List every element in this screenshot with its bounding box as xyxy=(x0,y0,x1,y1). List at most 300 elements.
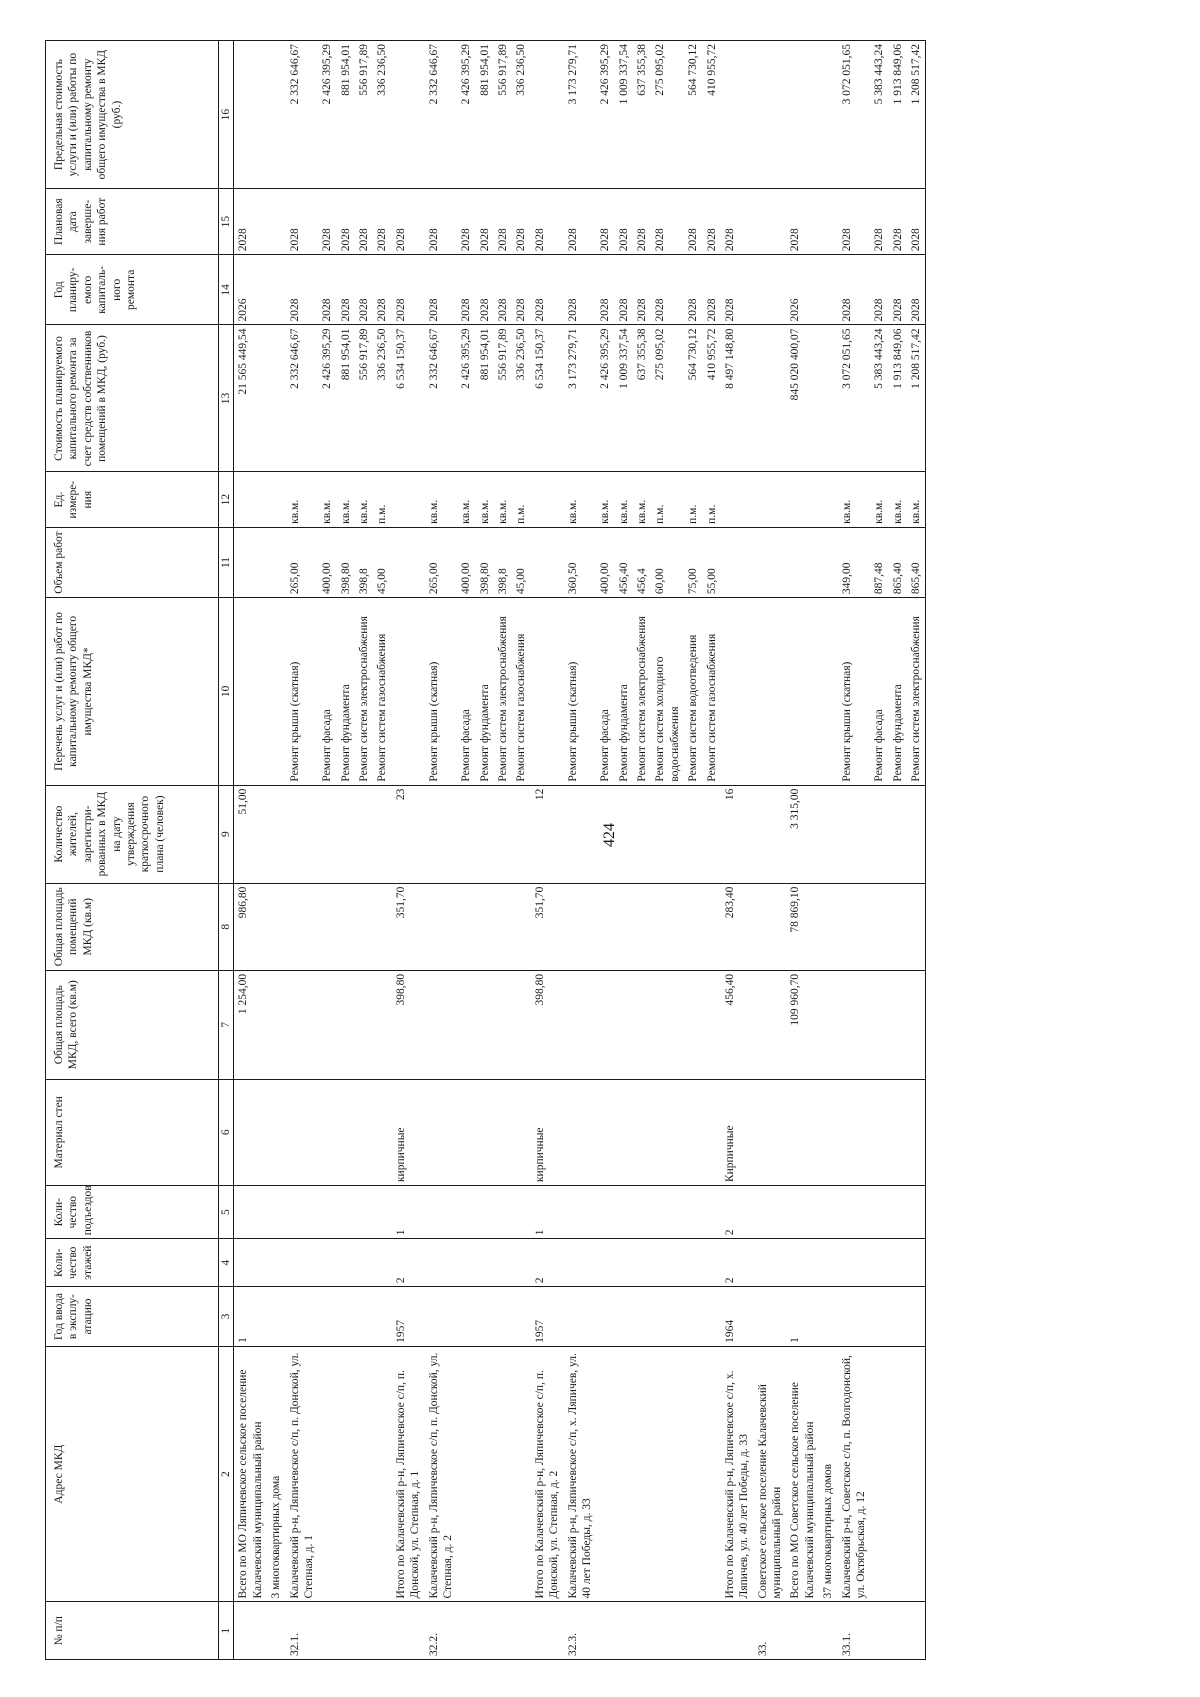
repair-year-cell: 2028 xyxy=(512,255,530,325)
repair-year-cell xyxy=(754,255,787,325)
column-number: 15 xyxy=(219,189,234,255)
floors-cell: 2 xyxy=(721,1239,754,1287)
total-area-cell: 398,80 xyxy=(531,970,564,1079)
premises-area-cell: 351,70 xyxy=(531,883,564,970)
completion-date-cell: 2028 xyxy=(615,189,633,255)
floors-cell xyxy=(754,1239,787,1287)
volume-cell: 400,00 xyxy=(318,527,336,597)
max-cost-cell: 5 383 443,24 xyxy=(870,41,888,189)
table-row xyxy=(267,41,285,1660)
year-cell xyxy=(425,1287,458,1347)
repair-year-cell: 2028 xyxy=(564,255,597,325)
max-cost-cell: 275 095,02 xyxy=(651,41,684,189)
table-row xyxy=(838,41,871,1660)
address-cell xyxy=(318,1346,336,1602)
unit-cell xyxy=(786,472,819,527)
unit-cell xyxy=(531,472,564,527)
table-row xyxy=(889,41,907,1660)
entrances-cell xyxy=(838,1186,871,1239)
max-cost-cell: 3 072 051,65 xyxy=(838,41,871,189)
column-number: 4 xyxy=(219,1239,234,1287)
volume-cell: 398,8 xyxy=(494,527,512,597)
volume-cell: 398,8 xyxy=(355,527,373,597)
entrances-cell xyxy=(870,1186,888,1239)
completion-date-cell: 2028 xyxy=(355,189,373,255)
entrances-cell xyxy=(476,1186,494,1239)
residents-cell xyxy=(425,785,458,883)
total-area-cell: 1 254,00 xyxy=(234,970,267,1079)
cost-cell: 1 009 337,54 xyxy=(615,325,633,472)
residents-cell xyxy=(476,785,494,883)
premises-area-cell xyxy=(633,883,651,970)
cost-cell: 881 954,01 xyxy=(337,325,355,472)
header-floors: Коли-чество этажей xyxy=(46,1239,219,1287)
residents-cell xyxy=(337,785,355,883)
completion-date-cell: 2028 xyxy=(337,189,355,255)
total-area-cell xyxy=(596,970,614,1079)
premises-area-cell: 78 869,10 xyxy=(786,883,819,970)
volume-cell xyxy=(819,527,837,597)
unit-cell xyxy=(267,472,285,527)
cost-cell: 556 917,89 xyxy=(494,325,512,472)
year-cell xyxy=(267,1287,285,1347)
row-number-cell xyxy=(337,1602,355,1660)
total-area-cell xyxy=(318,970,336,1079)
total-area-cell xyxy=(476,970,494,1079)
address-cell: 37 многоквартирных домов xyxy=(819,1346,837,1602)
year-cell xyxy=(337,1287,355,1347)
table-row xyxy=(819,41,837,1660)
table-row xyxy=(564,41,597,1660)
residents-cell xyxy=(564,785,597,883)
address-cell xyxy=(476,1346,494,1602)
header-address: Адрес МКД xyxy=(46,1346,219,1602)
address-cell xyxy=(337,1346,355,1602)
entrances-cell xyxy=(234,1186,267,1239)
total-area-cell xyxy=(703,970,721,1079)
wall-material-cell xyxy=(564,1079,597,1186)
year-cell xyxy=(476,1287,494,1347)
floors-cell xyxy=(819,1239,837,1287)
wall-material-cell xyxy=(476,1079,494,1186)
address-cell: Калачевский р-н, Ляпичевское с/п, п. Донской, ул. Степная, д. 2 xyxy=(425,1346,458,1602)
residents-cell xyxy=(615,785,633,883)
unit-cell: кв.м. xyxy=(633,472,651,527)
residents-cell xyxy=(267,785,285,883)
completion-date-cell: 2028 xyxy=(596,189,614,255)
address-cell xyxy=(494,1346,512,1602)
repair-year-cell: 2028 xyxy=(318,255,336,325)
completion-date-cell: 2028 xyxy=(457,189,475,255)
cost-cell: 845 020 400,07 xyxy=(786,325,819,472)
year-cell xyxy=(596,1287,614,1347)
table-row xyxy=(318,41,336,1660)
cost-cell: 2 426 395,29 xyxy=(318,325,336,472)
premises-area-cell xyxy=(373,883,391,970)
premises-area-cell xyxy=(889,883,907,970)
work-type-cell xyxy=(392,598,425,785)
floors-cell: 2 xyxy=(531,1239,564,1287)
floors-cell xyxy=(337,1239,355,1287)
completion-date-cell: 2028 xyxy=(531,189,564,255)
year-cell: 1964 xyxy=(721,1287,754,1347)
premises-area-cell xyxy=(615,883,633,970)
floors-cell xyxy=(684,1239,702,1287)
max-cost-cell: 336 236,50 xyxy=(373,41,391,189)
repair-year-cell: 2028 xyxy=(889,255,907,325)
capital-repair-table xyxy=(45,40,926,1660)
volume-cell: 865,40 xyxy=(907,527,926,597)
premises-area-cell xyxy=(286,883,319,970)
entrances-cell xyxy=(355,1186,373,1239)
cost-cell: 410 955,72 xyxy=(703,325,721,472)
unit-cell xyxy=(819,472,837,527)
year-cell xyxy=(286,1287,319,1347)
row-number-cell xyxy=(476,1602,494,1660)
entrances-cell: 1 xyxy=(531,1186,564,1239)
repair-year-cell: 2028 xyxy=(531,255,564,325)
rotated-table-sheet xyxy=(45,40,1185,1660)
floors-cell xyxy=(651,1239,684,1287)
unit-cell xyxy=(392,472,425,527)
wall-material-cell: кирпичные xyxy=(531,1079,564,1186)
residents-cell: 3 315,00 xyxy=(786,785,819,883)
year-cell xyxy=(907,1287,926,1347)
volume-cell: 398,80 xyxy=(337,527,355,597)
header-wall-material: Материал стен xyxy=(46,1079,219,1186)
cost-cell: 637 355,38 xyxy=(633,325,651,472)
wall-material-cell xyxy=(512,1079,530,1186)
residents-cell: 23 xyxy=(392,785,425,883)
repair-year-cell: 2028 xyxy=(373,255,391,325)
residents-cell xyxy=(870,785,888,883)
unit-cell: п.м. xyxy=(373,472,391,527)
row-number-cell xyxy=(721,1602,754,1660)
floors-cell xyxy=(476,1239,494,1287)
entrances-cell xyxy=(425,1186,458,1239)
unit-cell: п.м. xyxy=(703,472,721,527)
wall-material-cell: кирпичные xyxy=(392,1079,425,1186)
floors-cell xyxy=(286,1239,319,1287)
premises-area-cell xyxy=(457,883,475,970)
wall-material-cell xyxy=(494,1079,512,1186)
cost-cell: 8 497 148,80 xyxy=(721,325,754,472)
unit-cell: кв.м. xyxy=(907,472,926,527)
floors-cell xyxy=(512,1239,530,1287)
address-cell xyxy=(684,1346,702,1602)
repair-year-cell: 2028 xyxy=(457,255,475,325)
max-cost-cell xyxy=(786,41,819,189)
total-area-cell xyxy=(337,970,355,1079)
residents-cell xyxy=(373,785,391,883)
entrances-cell xyxy=(889,1186,907,1239)
header-premises-area: Общая площадь помещений МКД (кв.м) xyxy=(46,883,219,970)
row-number-cell xyxy=(318,1602,336,1660)
table-row xyxy=(234,41,267,1660)
max-cost-cell: 3 173 279,71 xyxy=(564,41,597,189)
year-cell xyxy=(373,1287,391,1347)
address-cell: Калачевский р-н, Ляпичевское с/п, п. Донской, ул. Степная, д. 1 xyxy=(286,1346,319,1602)
year-cell xyxy=(703,1287,721,1347)
wall-material-cell xyxy=(651,1079,684,1186)
table-row xyxy=(425,41,458,1660)
wall-material-cell xyxy=(819,1079,837,1186)
wall-material-cell xyxy=(318,1079,336,1186)
row-number-cell xyxy=(703,1602,721,1660)
max-cost-cell xyxy=(754,41,787,189)
work-type-cell: Ремонт фасада xyxy=(596,598,614,785)
total-area-cell xyxy=(870,970,888,1079)
header-completion-date: Плановая дата заверше-ния работ xyxy=(46,189,219,255)
cost-cell: 336 236,50 xyxy=(512,325,530,472)
unit-cell: кв.м. xyxy=(337,472,355,527)
premises-area-cell xyxy=(267,883,285,970)
column-number: 8 xyxy=(219,883,234,970)
table-row xyxy=(373,41,391,1660)
row-number-cell xyxy=(889,1602,907,1660)
completion-date-cell: 2028 xyxy=(494,189,512,255)
premises-area-cell xyxy=(596,883,614,970)
repair-year-cell: 2028 xyxy=(684,255,702,325)
address-cell xyxy=(703,1346,721,1602)
entrances-cell xyxy=(754,1186,787,1239)
table-row xyxy=(476,41,494,1660)
max-cost-cell xyxy=(267,41,285,189)
entrances-cell: 2 xyxy=(721,1186,754,1239)
residents-cell xyxy=(494,785,512,883)
table-row xyxy=(494,41,512,1660)
year-cell xyxy=(819,1287,837,1347)
address-cell xyxy=(615,1346,633,1602)
cost-cell xyxy=(819,325,837,472)
work-type-cell: Ремонт систем газоснабжения xyxy=(703,598,721,785)
cost-cell: 1 208 517,42 xyxy=(907,325,926,472)
total-area-cell xyxy=(889,970,907,1079)
work-type-cell: Ремонт крыши (скатная) xyxy=(564,598,597,785)
premises-area-cell xyxy=(425,883,458,970)
year-cell: 1957 xyxy=(531,1287,564,1347)
address-cell xyxy=(907,1346,926,1602)
volume-cell xyxy=(267,527,285,597)
total-area-cell xyxy=(754,970,787,1079)
year-cell xyxy=(564,1287,597,1347)
residents-cell xyxy=(512,785,530,883)
volume-cell xyxy=(234,527,267,597)
header-entrances: Коли-чество подъездов xyxy=(46,1186,219,1239)
completion-date-cell xyxy=(267,189,285,255)
column-number: 12 xyxy=(219,472,234,527)
volume-cell: 60,00 xyxy=(651,527,684,597)
table-row xyxy=(355,41,373,1660)
cost-cell: 2 426 395,29 xyxy=(457,325,475,472)
cost-cell: 336 236,50 xyxy=(373,325,391,472)
repair-year-cell: 2028 xyxy=(596,255,614,325)
unit-cell: кв.м. xyxy=(494,472,512,527)
row-number-cell xyxy=(392,1602,425,1660)
volume-cell xyxy=(392,527,425,597)
entrances-cell xyxy=(633,1186,651,1239)
address-cell: Калачевский р-н, Ляпичевское с/п, х. Ляпичев, ул. 40 лет Победы, д. 33 xyxy=(564,1346,597,1602)
completion-date-cell: 2028 xyxy=(476,189,494,255)
unit-cell: кв.м. xyxy=(870,472,888,527)
max-cost-cell: 2 426 395,29 xyxy=(457,41,475,189)
column-number-row xyxy=(219,41,234,1660)
address-cell: Итого по Калачевский р-н, Ляпичевское с/п, п. Донской, ул. Степная, д. 1 xyxy=(392,1346,425,1602)
repair-year-cell: 2028 xyxy=(355,255,373,325)
address-cell xyxy=(633,1346,651,1602)
max-cost-cell: 336 236,50 xyxy=(512,41,530,189)
header-row xyxy=(46,41,219,1660)
address-cell: Всего по МО Ляпичевское сельское поселение Калачевский муниципальный район xyxy=(234,1346,267,1602)
residents-cell xyxy=(819,785,837,883)
table-row xyxy=(633,41,651,1660)
total-area-cell xyxy=(819,970,837,1079)
floors-cell xyxy=(633,1239,651,1287)
wall-material-cell xyxy=(684,1079,702,1186)
address-cell: Итого по Калачевский р-н, Ляпичевское с/п, п. Донской, ул. Степная, д. 2 xyxy=(531,1346,564,1602)
row-number-cell: 32.1. xyxy=(286,1602,319,1660)
wall-material-cell xyxy=(870,1079,888,1186)
completion-date-cell: 2028 xyxy=(564,189,597,255)
table-row xyxy=(615,41,633,1660)
table-row xyxy=(721,41,754,1660)
year-cell xyxy=(754,1287,787,1347)
cost-cell xyxy=(754,325,787,472)
volume-cell: 265,00 xyxy=(286,527,319,597)
repair-year-cell: 2026 xyxy=(786,255,819,325)
header-cost: Стоимость планируемого капитального ремонта за счет средств собственников помещений в МКД, (руб.) xyxy=(46,325,219,472)
cost-cell: 556 917,89 xyxy=(355,325,373,472)
address-cell xyxy=(870,1346,888,1602)
residents-cell xyxy=(633,785,651,883)
completion-date-cell: 2028 xyxy=(786,189,819,255)
unit-cell: кв.м. xyxy=(564,472,597,527)
work-type-cell: Ремонт фундамента xyxy=(889,598,907,785)
address-cell xyxy=(373,1346,391,1602)
repair-year-cell: 2026 xyxy=(234,255,267,325)
column-number: 5 xyxy=(219,1186,234,1239)
floors-cell: 2 xyxy=(392,1239,425,1287)
row-number-cell xyxy=(786,1602,819,1660)
wall-material-cell xyxy=(425,1079,458,1186)
table-row xyxy=(596,41,614,1660)
cost-cell: 564 730,12 xyxy=(684,325,702,472)
completion-date-cell xyxy=(754,189,787,255)
volume-cell: 265,00 xyxy=(425,527,458,597)
header-num: № п/п xyxy=(46,1602,219,1660)
unit-cell: кв.м. xyxy=(425,472,458,527)
max-cost-cell xyxy=(234,41,267,189)
total-area-cell xyxy=(633,970,651,1079)
completion-date-cell: 2028 xyxy=(286,189,319,255)
address-cell: 3 многоквартирных дома xyxy=(267,1346,285,1602)
work-type-cell: Ремонт фасада xyxy=(457,598,475,785)
volume-cell: 887,48 xyxy=(870,527,888,597)
wall-material-cell xyxy=(907,1079,926,1186)
table-row xyxy=(684,41,702,1660)
volume-cell: 865,40 xyxy=(889,527,907,597)
completion-date-cell xyxy=(819,189,837,255)
column-number: 7 xyxy=(219,970,234,1079)
total-area-cell xyxy=(494,970,512,1079)
completion-date-cell: 2028 xyxy=(651,189,684,255)
residents-cell xyxy=(907,785,926,883)
residents-cell xyxy=(754,785,787,883)
work-type-cell: Ремонт систем электроснабжения xyxy=(633,598,651,785)
unit-cell: кв.м. xyxy=(318,472,336,527)
header-total-area: Общая площадь МКД, всего (кв.м) xyxy=(46,970,219,1079)
cost-cell: 881 954,01 xyxy=(476,325,494,472)
wall-material-cell xyxy=(355,1079,373,1186)
unit-cell xyxy=(721,472,754,527)
floors-cell xyxy=(889,1239,907,1287)
premises-area-cell xyxy=(907,883,926,970)
column-number: 14 xyxy=(219,255,234,325)
unit-cell: кв.м. xyxy=(286,472,319,527)
volume-cell xyxy=(721,527,754,597)
address-cell: Калачевский р-н, Советское с/п, п. Волгодонской, ул. Октябрьская, д. 12 xyxy=(838,1346,871,1602)
volume-cell: 45,00 xyxy=(512,527,530,597)
work-type-cell: Ремонт систем электроснабжения xyxy=(355,598,373,785)
row-number-cell xyxy=(457,1602,475,1660)
total-area-cell: 398,80 xyxy=(392,970,425,1079)
max-cost-cell: 1 208 517,42 xyxy=(907,41,926,189)
premises-area-cell xyxy=(564,883,597,970)
max-cost-cell xyxy=(392,41,425,189)
column-number: 1 xyxy=(219,1602,234,1660)
work-type-cell: Ремонт крыши (скатная) xyxy=(425,598,458,785)
floors-cell xyxy=(564,1239,597,1287)
residents-cell: 51,00 xyxy=(234,785,267,883)
floors-cell xyxy=(786,1239,819,1287)
year-cell xyxy=(318,1287,336,1347)
cost-cell: 21 565 449,54 xyxy=(234,325,267,472)
premises-area-cell xyxy=(870,883,888,970)
premises-area-cell xyxy=(476,883,494,970)
cost-cell: 3 072 051,65 xyxy=(838,325,871,472)
volume-cell: 400,00 xyxy=(596,527,614,597)
completion-date-cell: 2028 xyxy=(907,189,926,255)
header-residents: Количество жителей, зарегистри-рованных в МКД на дату утверждения краткосрочного плана (человек) xyxy=(46,785,219,883)
column-number: 9 xyxy=(219,785,234,883)
header-volume: Объем работ xyxy=(46,527,219,597)
row-number-cell xyxy=(615,1602,633,1660)
work-type-cell: Ремонт фундамента xyxy=(615,598,633,785)
residents-cell xyxy=(457,785,475,883)
work-type-cell: Ремонт крыши (скатная) xyxy=(286,598,319,785)
total-area-cell xyxy=(425,970,458,1079)
column-number: 3 xyxy=(219,1287,234,1347)
row-number-cell xyxy=(870,1602,888,1660)
unit-cell xyxy=(234,472,267,527)
year-cell xyxy=(494,1287,512,1347)
row-number-cell xyxy=(494,1602,512,1660)
unit-cell: кв.м. xyxy=(457,472,475,527)
row-number-cell xyxy=(684,1602,702,1660)
total-area-cell xyxy=(615,970,633,1079)
wall-material-cell xyxy=(754,1079,787,1186)
completion-date-cell: 2028 xyxy=(425,189,458,255)
premises-area-cell xyxy=(494,883,512,970)
cost-cell: 2 332 646,67 xyxy=(286,325,319,472)
column-number: 11 xyxy=(219,527,234,597)
wall-material-cell xyxy=(373,1079,391,1186)
floors-cell xyxy=(267,1239,285,1287)
year-cell xyxy=(355,1287,373,1347)
address-cell: Советское сельское поселение Калачевский муниципальный район xyxy=(754,1346,787,1602)
floors-cell xyxy=(907,1239,926,1287)
premises-area-cell xyxy=(337,883,355,970)
